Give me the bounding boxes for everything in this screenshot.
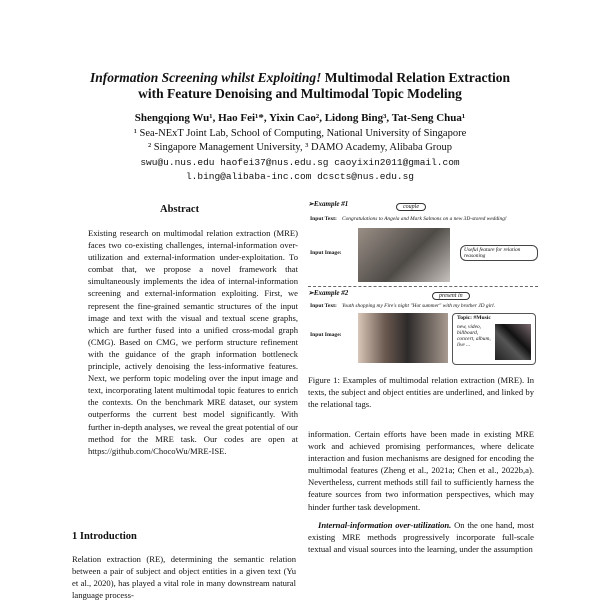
topic-words: new, video, billboard, concert, album, live ...	[457, 324, 491, 348]
affiliation-2: ² Singapore Management University, ³ DAMO Academy, Alibaba Group	[147, 142, 453, 153]
right-para-2: On the one hand, most existing MRE methods progressively incorporate full-scale textual and visual sources into the learning, under the assumption	[308, 519, 534, 554]
example1-text: Congratulations to Angela and Mark Salmons on a new 3D-stored wedding!	[342, 216, 507, 222]
affiliation-1: ¹ Sea-NExT Joint Lab, School of Computing, National University of Singapore	[133, 128, 467, 139]
right-para-1: information. Certain efforts have been made in existing MRE work and achieved promising performances, where delicate interaction and fusion mechanisms are designed for encoding the multimodal features (Zheng et al., 2021a; Chen et al., 2022b,a). Nevertheless, current methods still fail to sufficiently harness the feature sources from two information perspectives, which may hinder further task development.	[308, 429, 534, 512]
example2-text: Youth shopping my Fire's night "Hot summer" with my brother JD girl.	[342, 303, 496, 309]
input-text-label-1: Input Text:	[310, 216, 337, 222]
emails-1: swu@u.nus.edu haofei37@nus.edu.sg caoyixin2011@gmail.com	[140, 157, 460, 168]
topic-box	[452, 313, 536, 365]
intro-heading: 1 Introduction	[72, 531, 137, 542]
abstract-text: Existing research on multimodal relation extraction (MRE) faces two co-existing challenges, internal-information over-utilization and external-information under-exploitation. To combat that, we propose a novel framework that simultaneously implements the idea of internal-information screening and external-information exploiting. First, we represent the fine-grained semantic structures of the input image and text with the visual and textual scene graphs, which are further fused into a unified cross-modal graph (CMG). Based on CMG, we perform structure refinement with the guidance of the graph information bottleneck principle, actively denoising the less-informative features. Next, we perform topic modeling over the input image and text, incorporating latent multimodal topic features to enrich the contexts. On the benchmark MRE dataset, our system outperforms the current best model significantly. With further in-depth analyses, we reveal the great potential of our method for the MRE task. Our codes are open at https://github.com/ChocoWu/MRE-ISE.	[88, 228, 298, 456]
example2-label: ➢Example #2	[308, 289, 349, 297]
example2-image	[358, 313, 448, 363]
title-rest: Multimodal Relation Extraction	[321, 70, 511, 85]
title-line2: with Feature Denoising and Multimodal Topic Modeling	[138, 86, 462, 101]
title-italic: Information Screening whilst Exploiting!	[89, 70, 322, 85]
intro-text: Relation extraction (RE), determining the semantic relation between a pair of subject and object entities in a given text (Yu et al., 2020), has played a vital role in many downstream natural language process-	[72, 554, 296, 601]
useful-feature-note: Useful feature for relation reasoning	[460, 245, 538, 261]
input-image-label-1: Input Image:	[310, 250, 342, 256]
example2-relation-tag: present in	[432, 292, 470, 300]
figure-1	[308, 200, 538, 364]
topic-image-grid	[495, 324, 531, 360]
right-para-2-head: Internal-information over-utilization.	[318, 519, 452, 530]
figure-caption: Figure 1: Examples of multimodal relation extraction (MRE). In texts, the subject and object entities are underlined, and linked by the relational tags.	[308, 375, 534, 410]
input-image-label-2: Input Image:	[310, 332, 342, 338]
topic-label: Topic: #Music	[457, 315, 491, 321]
abstract-heading: Abstract	[160, 204, 200, 215]
input-text-label-2: Input Text:	[310, 303, 337, 309]
authors: Shengqiong Wu¹, Hao Fei¹*, Yixin Cao², Lidong Bing³, Tat-Seng Chua¹	[134, 112, 466, 124]
example1-image	[358, 228, 450, 282]
example1-label: ➢Example #1	[308, 200, 349, 208]
paper-title	[40, 70, 560, 102]
figure-divider	[308, 286, 538, 287]
emails-2: l.bing@alibaba-inc.com dcscts@nus.edu.sg	[185, 171, 415, 182]
right-column-text	[308, 428, 534, 555]
example1-relation-tag: couple	[396, 203, 426, 211]
